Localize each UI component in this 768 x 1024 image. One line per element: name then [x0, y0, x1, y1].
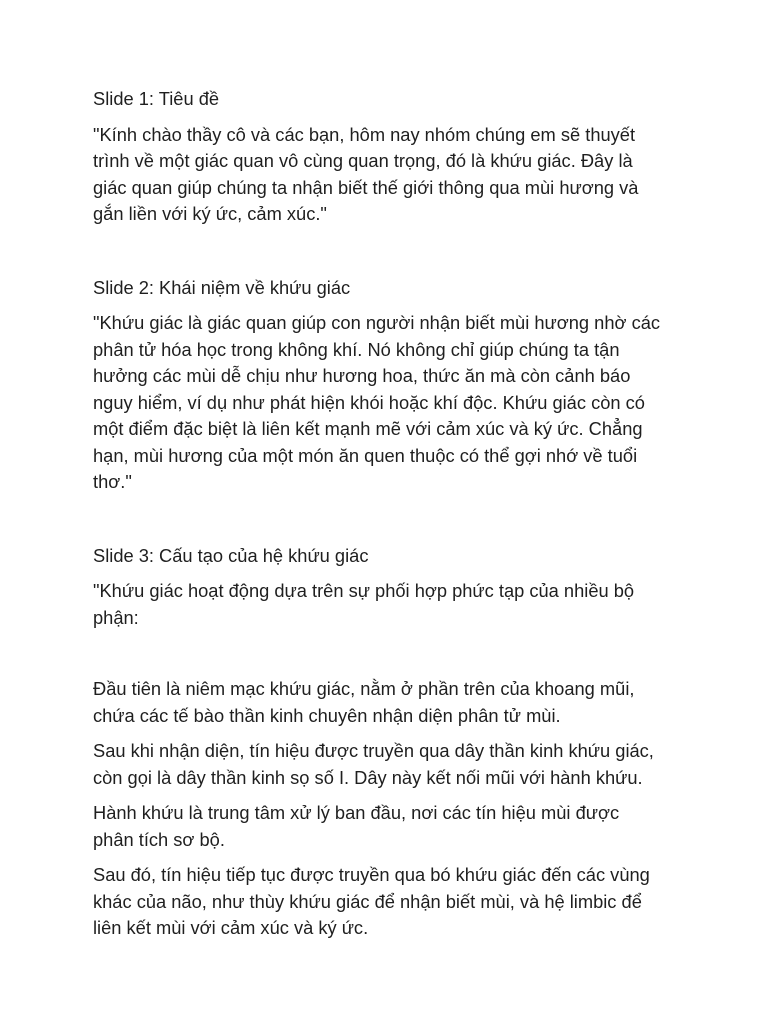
section-spacer: [93, 237, 688, 275]
paragraph-line: "Khứu giác là giác quan giúp con người nhận biết mùi hương nhờ các: [93, 312, 661, 333]
paragraph-line: khác của não, như thùy khứu giác để nhận biết mùi, và hệ limbic để: [93, 890, 642, 912]
paragraph-line: hạn, mùi hương của một món ăn quen thuộc có thể gợi nhớ về tuổi: [93, 444, 638, 466]
paragraph-line: thơ.": [93, 471, 132, 492]
paragraph-line: trình về một giác quan vô cùng quan trọng, đó là khứu giác. Đây là: [93, 150, 633, 171]
section-spacer: [93, 505, 688, 543]
section-slide-3: [93, 543, 688, 942]
paragraph-line: Hành khứu là trung tâm xử lý ban đầu, nơi các tín hiệu mùi được: [93, 802, 620, 823]
list-item: [93, 800, 688, 853]
paragraph-line: "Kính chào thầy cô và các bạn, hôm nay nhóm chúng em sẽ thuyết: [93, 123, 636, 145]
paragraph-line: "Khứu giác hoạt động dựa trên sự phối hợp phức tạp của nhiều bộ: [93, 580, 635, 601]
list-spacer: [93, 640, 688, 676]
paragraph-line: nguy hiểm, ví dụ như phát hiện khói hoặc khí độc. Khứu giác còn có: [93, 391, 645, 413]
paragraph-line: liên kết mùi với cảm xúc và ký ức.: [93, 917, 369, 938]
section-paragraph: [93, 310, 688, 496]
paragraph-line: gắn liền với ký ức, cảm xúc.": [93, 203, 327, 224]
section-intro: [93, 578, 688, 631]
section-heading: Slide 1: Tiêu đề: [93, 88, 220, 109]
paragraph-line: hưởng các mùi dễ chịu như hương hoa, thức ăn mà còn cảnh báo: [93, 365, 631, 386]
paragraph-line: một điểm đặc biệt là liên kết mạnh mẽ với cảm xúc và ký ức. Chẳng: [93, 418, 643, 439]
paragraph-line: còn gọi là dây thần kinh sọ số I. Dây này kết nối mũi với hành khứu.: [93, 766, 643, 788]
paragraph-line: giác quan giúp chúng ta nhận biết thế giới thông qua mùi hương và: [93, 176, 639, 198]
list-item: [93, 862, 688, 942]
list-item: [93, 676, 688, 729]
paragraph-line: Sau đó, tín hiệu tiếp tục được truyền qua bó khứu giác đến các vùng: [93, 864, 650, 885]
section-heading: Slide 3: Cấu tạo của hệ khứu giác: [93, 544, 369, 566]
paragraph-line: chứa các tế bào thần kinh chuyên nhận diện phân tử mùi.: [93, 704, 561, 726]
paragraph-line: Sau khi nhận diện, tín hiệu được truyền qua dây thần kinh khứu giác,: [93, 740, 654, 761]
section-slide-2: [93, 275, 688, 496]
paragraph-line: phân tích sơ bộ.: [93, 828, 225, 850]
section-paragraph: [93, 122, 688, 228]
section-heading: Slide 2: Khái niệm về khứu giác: [93, 276, 351, 298]
paragraph-line: phận:: [93, 606, 139, 628]
paragraph-line: phân tử hóa học trong không khí. Nó không chỉ giúp chúng ta tận: [93, 338, 620, 360]
section-slide-1: [93, 86, 688, 228]
paragraph-line: Đầu tiên là niêm mạc khứu giác, nằm ở phần trên của khoang mũi,: [93, 678, 635, 699]
list-item: [93, 738, 688, 791]
